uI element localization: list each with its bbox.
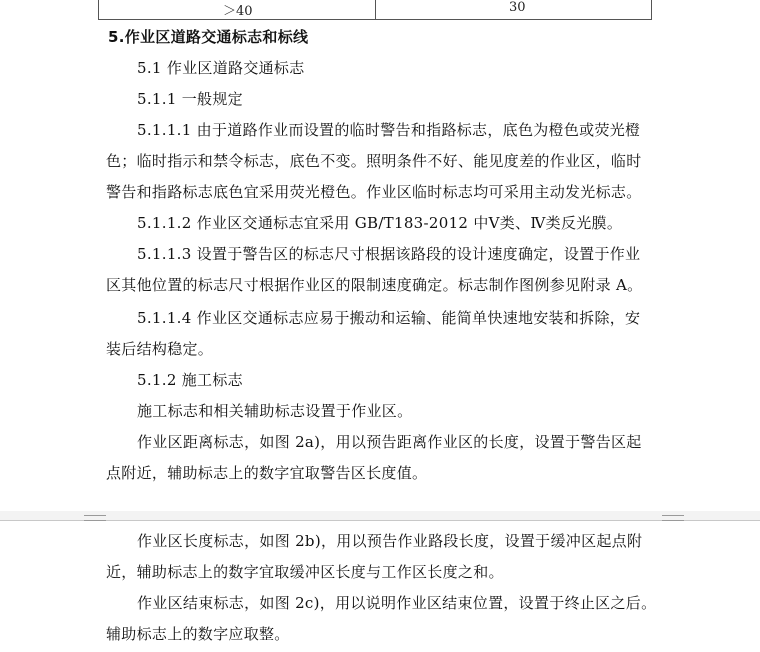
margin-corner-mark-left <box>84 515 106 521</box>
paragraph-line: 作业区长度标志，如图 2b)，用以预告作业路段长度，设置于缓冲区起点附 <box>137 532 643 550</box>
paragraph-line: 施工标志和相关辅助标志设置于作业区。 <box>137 402 413 420</box>
clause-title: 5.1.1 一般规定 <box>137 90 243 108</box>
page-break-gap <box>0 511 760 520</box>
paragraph-line: 近，辅助标志上的数字宜取缓冲区长度与工作区长度之和。 <box>106 563 504 581</box>
subsection-title: 5.1 作业区道路交通标志 <box>137 59 305 77</box>
paragraph-line: 5.1.1.4 作业区交通标志应易于搬动和运输、能简单快速地安装和拆除，安 <box>137 309 641 327</box>
table-remnant <box>98 0 652 20</box>
table-column-divider <box>375 0 376 19</box>
paragraph-line: 作业区距离标志，如图 2a)，用以预告距离作业区的长度，设置于警告区起 <box>137 433 642 451</box>
paragraph-line: 点附近，辅助标志上的数字宜取警告区长度值。 <box>106 464 428 482</box>
paragraph-line: 辅助标志上的数字应取整。 <box>106 625 290 643</box>
page-break-line <box>0 520 760 521</box>
paragraph-line: 5.1.1.2 作业区交通标志宜采用 GB/T183-2012 中Ⅴ类、Ⅳ类反光膜。 <box>137 214 623 232</box>
section-heading: 5.作业区道路交通标志和标线 <box>108 28 309 46</box>
table-cell-value: 30 <box>509 0 526 15</box>
paragraph-line: 装后结构稳定。 <box>106 340 214 358</box>
paragraph-line: 区其他位置的标志尺寸根据作业区的限制速度确定。标志制作图例参见附录 A。 <box>106 276 643 294</box>
table-cell-speed: ＞40 <box>223 4 253 19</box>
paragraph-line: 5.1.1.3 设置于警告区的标志尺寸根据该路段的设计速度确定，设置于作业 <box>137 245 641 263</box>
paragraph-line: 作业区结束标志，如图 2c)，用以说明作业区结束位置，设置于终止区之后。 <box>137 594 657 612</box>
paragraph-line: 色；临时指示和禁令标志，底色不变。照明条件不好、能见度差的作业区，临时 <box>106 152 642 170</box>
clause-title: 5.1.2 施工标志 <box>137 371 243 389</box>
margin-corner-mark-right <box>662 515 684 521</box>
paragraph-line: 5.1.1.1 由于道路作业而设置的临时警告和指路标志，底色为橙色或荧光橙 <box>137 121 641 139</box>
paragraph-line: 警告和指路标志底色宜采用荧光橙色。作业区临时标志均可采用主动发光标志。 <box>106 183 642 201</box>
